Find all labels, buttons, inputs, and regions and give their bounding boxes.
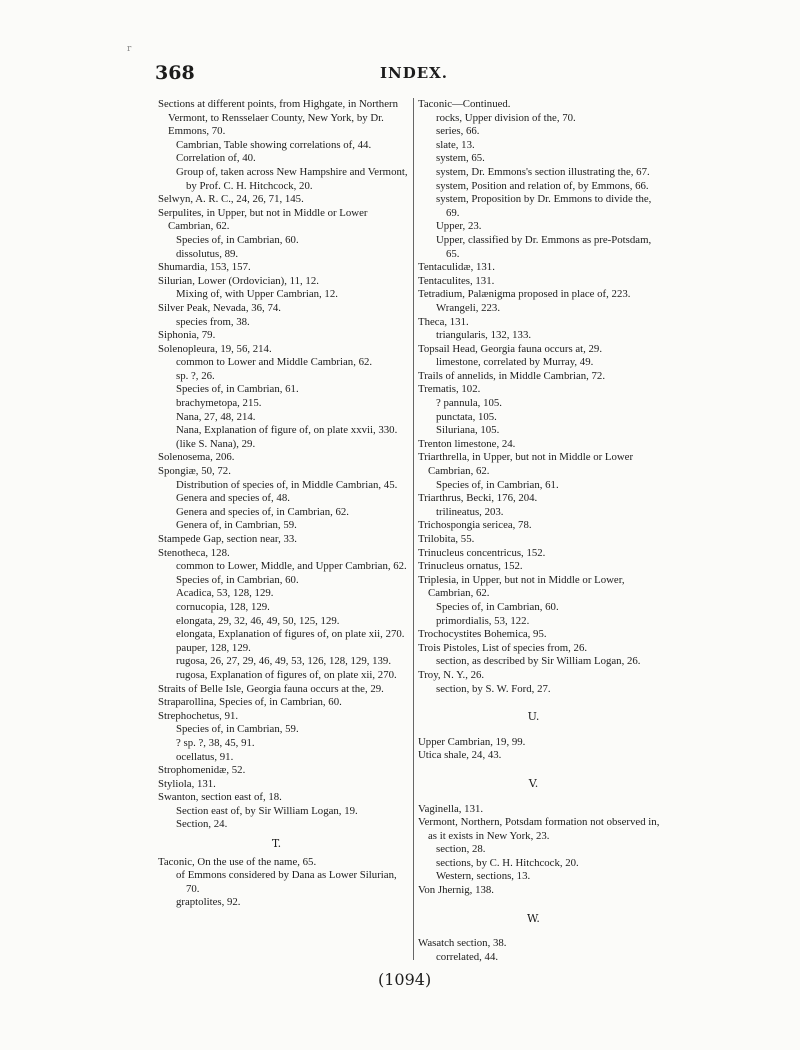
- index-subentry: ocellatus, 91.: [176, 750, 234, 763]
- section-letter: T.: [271, 837, 282, 851]
- index-entry: Utica shale, 24, 43.: [418, 749, 502, 762]
- index-subentry: rugosa, Explanation of figures of, on plate xii, 270.: [176, 668, 397, 681]
- index-entry: Triarthrella, in Upper, but not in Middle or Lower Cambrian, 62.: [418, 451, 634, 478]
- index-entry: Trails of annelids, in Middle Cambrian, 72.: [418, 369, 606, 382]
- index-subentry: pauper, 128, 129.: [176, 641, 251, 654]
- index-subentry: Acadica, 53, 128, 129.: [176, 587, 274, 600]
- index-subentry: system, Dr. Emmons's section illustrating the, 67.: [436, 165, 650, 178]
- index-subentry: dissolutus, 89.: [176, 247, 239, 260]
- index-entry: Silurian, Lower (Ordovician), 11, 12.: [158, 274, 319, 287]
- index-subentry: trilineatus, 203.: [436, 505, 504, 518]
- index-entry: Trilobita, 55.: [418, 533, 475, 545]
- index-entry: Solenosema, 206.: [158, 451, 235, 464]
- index-entry: Upper Cambrian, 19, 99.: [418, 735, 526, 748]
- index-subentry: Western, sections, 13.: [436, 870, 531, 883]
- index-subentry: Species of, in Cambrian, 59.: [176, 723, 299, 736]
- index-column-right: [418, 98, 664, 964]
- index-subentry: series, 66.: [436, 125, 480, 138]
- index-subentry: common to Lower, Middle, and Upper Cambrian, 62.: [176, 560, 407, 573]
- index-subentry: system, 65.: [436, 152, 485, 165]
- index-entry: Trinucleus concentricus, 152.: [418, 546, 546, 559]
- index-subentry: elongata, 29, 32, 46, 49, 50, 125, 129.: [176, 614, 340, 627]
- index-subentry: system, Position and relation of, by Emmons, 66.: [436, 179, 649, 192]
- index-entry: Vermont, Northern, Potsdam formation not observed in, as it exists in New York, 23.: [418, 816, 660, 842]
- index-subentry: Upper, classified by Dr. Emmons as pre-Potsdam, 65.: [436, 233, 652, 260]
- index-entry: Trematis, 102.: [418, 383, 481, 396]
- index-subentry: Species of, in Cambrian, 60.: [176, 573, 299, 586]
- index-entry: Taconic—Continued.: [418, 98, 511, 110]
- index-subentry: graptolites, 92.: [176, 896, 241, 909]
- index-entry: Silver Peak, Nevada, 36, 74.: [158, 301, 281, 314]
- index-subentry: Siluriana, 105.: [436, 424, 500, 437]
- index-subentry: Nana, Explanation of figure of, on plate xxvii, 330.: [176, 424, 398, 437]
- index-subentry: correlated, 44.: [436, 950, 499, 963]
- index-entry: Troy, N. Y., 26.: [418, 668, 485, 681]
- index-column-left: [158, 98, 410, 910]
- index-entry: Shumardia, 153, 157.: [158, 261, 251, 274]
- index-subentry: Upper, 23.: [436, 220, 482, 233]
- index-subentry: section, as described by Sir William Logan, 26.: [436, 655, 641, 668]
- index-subentry: Wrangeli, 223.: [436, 301, 501, 314]
- index-subentry: limestone, correlated by Murray, 49.: [436, 356, 594, 369]
- index-entry: Strephochetus, 91.: [158, 709, 239, 722]
- index-subentry: Species of, in Cambrian, 61.: [176, 383, 299, 396]
- index-entry: Siphonia, 79.: [158, 329, 216, 342]
- index-entry: Straits of Belle Isle, Georgia fauna occurs at the, 29.: [158, 682, 384, 695]
- section-letter: W.: [527, 911, 540, 925]
- index-subentry: ? pannula, 105.: [436, 397, 502, 410]
- section-letter: U.: [527, 710, 540, 724]
- index-subentry: Cambrian, Table showing correlations of, 44.: [176, 138, 372, 151]
- index-entry: Serpulites, in Upper, but not in Middle or Lower Cambrian, 62.: [158, 206, 368, 233]
- index-subentry: triangularis, 132, 133.: [436, 329, 532, 342]
- index-subentry: Section east of, by Sir William Logan, 19.: [176, 804, 358, 817]
- index-entry: Styliola, 131.: [158, 777, 216, 790]
- page-title: INDEX.: [380, 64, 449, 82]
- index-subentry: ? sp. ?, 38, 45, 91.: [176, 736, 255, 749]
- index-subentry: Species of, in Cambrian, 60.: [176, 233, 299, 246]
- index-entry: Sections at different points, from Highgate, in Northern Vermont, to Rensselaer County, New York, by Dr. Emmons, 70.: [158, 98, 398, 138]
- index-subentry: Species of, in Cambrian, 60.: [436, 600, 559, 613]
- sheet-number: (1094): [378, 970, 432, 989]
- index-subentry: system, Proposition by Dr. Emmons to divide the, 69.: [436, 193, 652, 219]
- index-entry: Theca, 131.: [418, 315, 469, 328]
- index-entry: Vaginella, 131.: [418, 802, 484, 815]
- index-entry: Von Jhernig, 138.: [418, 884, 494, 897]
- page-number: 368: [155, 62, 195, 84]
- index-entry: Topsail Head, Georgia fauna occurs at, 29.: [418, 342, 603, 355]
- index-entry: Trinucleus ornatus, 152.: [418, 560, 523, 573]
- index-subentry: of Emmons considered by Dana as Lower Silurian, 70.: [176, 869, 397, 895]
- index-entry: Taconic, On the use of the name, 65.: [158, 855, 317, 868]
- index-subentry: Genera of, in Cambrian, 59.: [176, 519, 297, 532]
- index-entry: Tentaculidæ, 131.: [418, 261, 495, 274]
- index-entry: Trichospongia sericea, 78.: [418, 519, 532, 532]
- index-subentry: Section, 24.: [176, 818, 228, 831]
- index-subentry: cornucopia, 128, 129.: [176, 600, 270, 613]
- index-subentry: elongata, Explanation of figures of, on plate xii, 270.: [176, 628, 405, 641]
- index-subentry: punctata, 105.: [436, 410, 497, 423]
- index-subentry: Species of, in Cambrian, 61.: [436, 478, 559, 491]
- index-subentry: slate, 13.: [436, 138, 475, 151]
- index-entry: Spongiæ, 50, 72.: [158, 465, 231, 478]
- index-entry: Swanton, section east of, 18.: [158, 791, 282, 804]
- index-entry: Wasatch section, 38.: [418, 937, 507, 950]
- section-letter: V.: [528, 776, 539, 790]
- index-subentry: brachymetopa, 215.: [176, 397, 262, 410]
- index-entry: Tetradium, Palænigma proposed in place of, 223.: [418, 288, 631, 301]
- index-entry: Triplesia, in Upper, but not in Middle or Lower, Cambrian, 62.: [418, 573, 625, 600]
- index-subentry: section, 28.: [436, 843, 486, 856]
- index-entry: Trois Pistoles, List of species from, 26.: [418, 641, 588, 654]
- index-entry: Tentaculites, 131.: [418, 274, 495, 287]
- index-entry: Selwyn, A. R. C., 24, 26, 71, 145.: [158, 193, 304, 206]
- index-subentry: primordialis, 53, 122.: [436, 614, 530, 627]
- index-entry: Solenopleura, 19, 56, 214.: [158, 342, 272, 355]
- index-subentry: sp. ?, 26.: [176, 369, 215, 382]
- index-subentry: rocks, Upper division of the, 70.: [436, 111, 576, 124]
- index-entry: Triarthrus, Becki, 176, 204.: [418, 492, 538, 505]
- index-entry: Stampede Gap, section near, 33.: [158, 533, 297, 545]
- index-entry: Trochocystites Bohemica, 95.: [418, 628, 547, 641]
- index-subentry: Genera and species of, 48.: [176, 492, 290, 505]
- index-subentry: Mixing of, with Upper Cambrian, 12.: [176, 288, 338, 301]
- index-entry: Straparollina, Species of, in Cambrian, 60.: [158, 696, 342, 709]
- index-subentry: Correlation of, 40.: [176, 152, 256, 165]
- index-subentry: sections, by C. H. Hitchcock, 20.: [436, 856, 579, 869]
- index-entry: Strophomenidæ, 52.: [158, 764, 246, 777]
- index-subentry: Nana, 27, 48, 214.: [176, 410, 256, 423]
- index-subentry: common to Lower and Middle Cambrian, 62.: [176, 356, 373, 369]
- index-entry: Trenton limestone, 24.: [418, 437, 516, 450]
- index-subentry: Distribution of species of, in Middle Cambrian, 45.: [176, 478, 398, 491]
- index-entry: Stenotheca, 128.: [158, 546, 230, 559]
- index-subentry: Genera and species of, in Cambrian, 62.: [176, 505, 349, 518]
- index-subentry: Group of, taken across New Hampshire and Vermont, by Prof. C. H. Hitchcock, 20.: [176, 165, 408, 192]
- column-divider: [413, 98, 414, 960]
- index-subentry: (like S. Nana), 29.: [176, 437, 256, 450]
- index-subentry: section, by S. W. Ford, 27.: [436, 682, 551, 695]
- index-subentry: species from, 38.: [176, 315, 250, 328]
- index-subentry: rugosa, 26, 27, 29, 46, 49, 53, 126, 128, 129, 139.: [176, 655, 392, 668]
- corner-mark: r: [127, 44, 132, 54]
